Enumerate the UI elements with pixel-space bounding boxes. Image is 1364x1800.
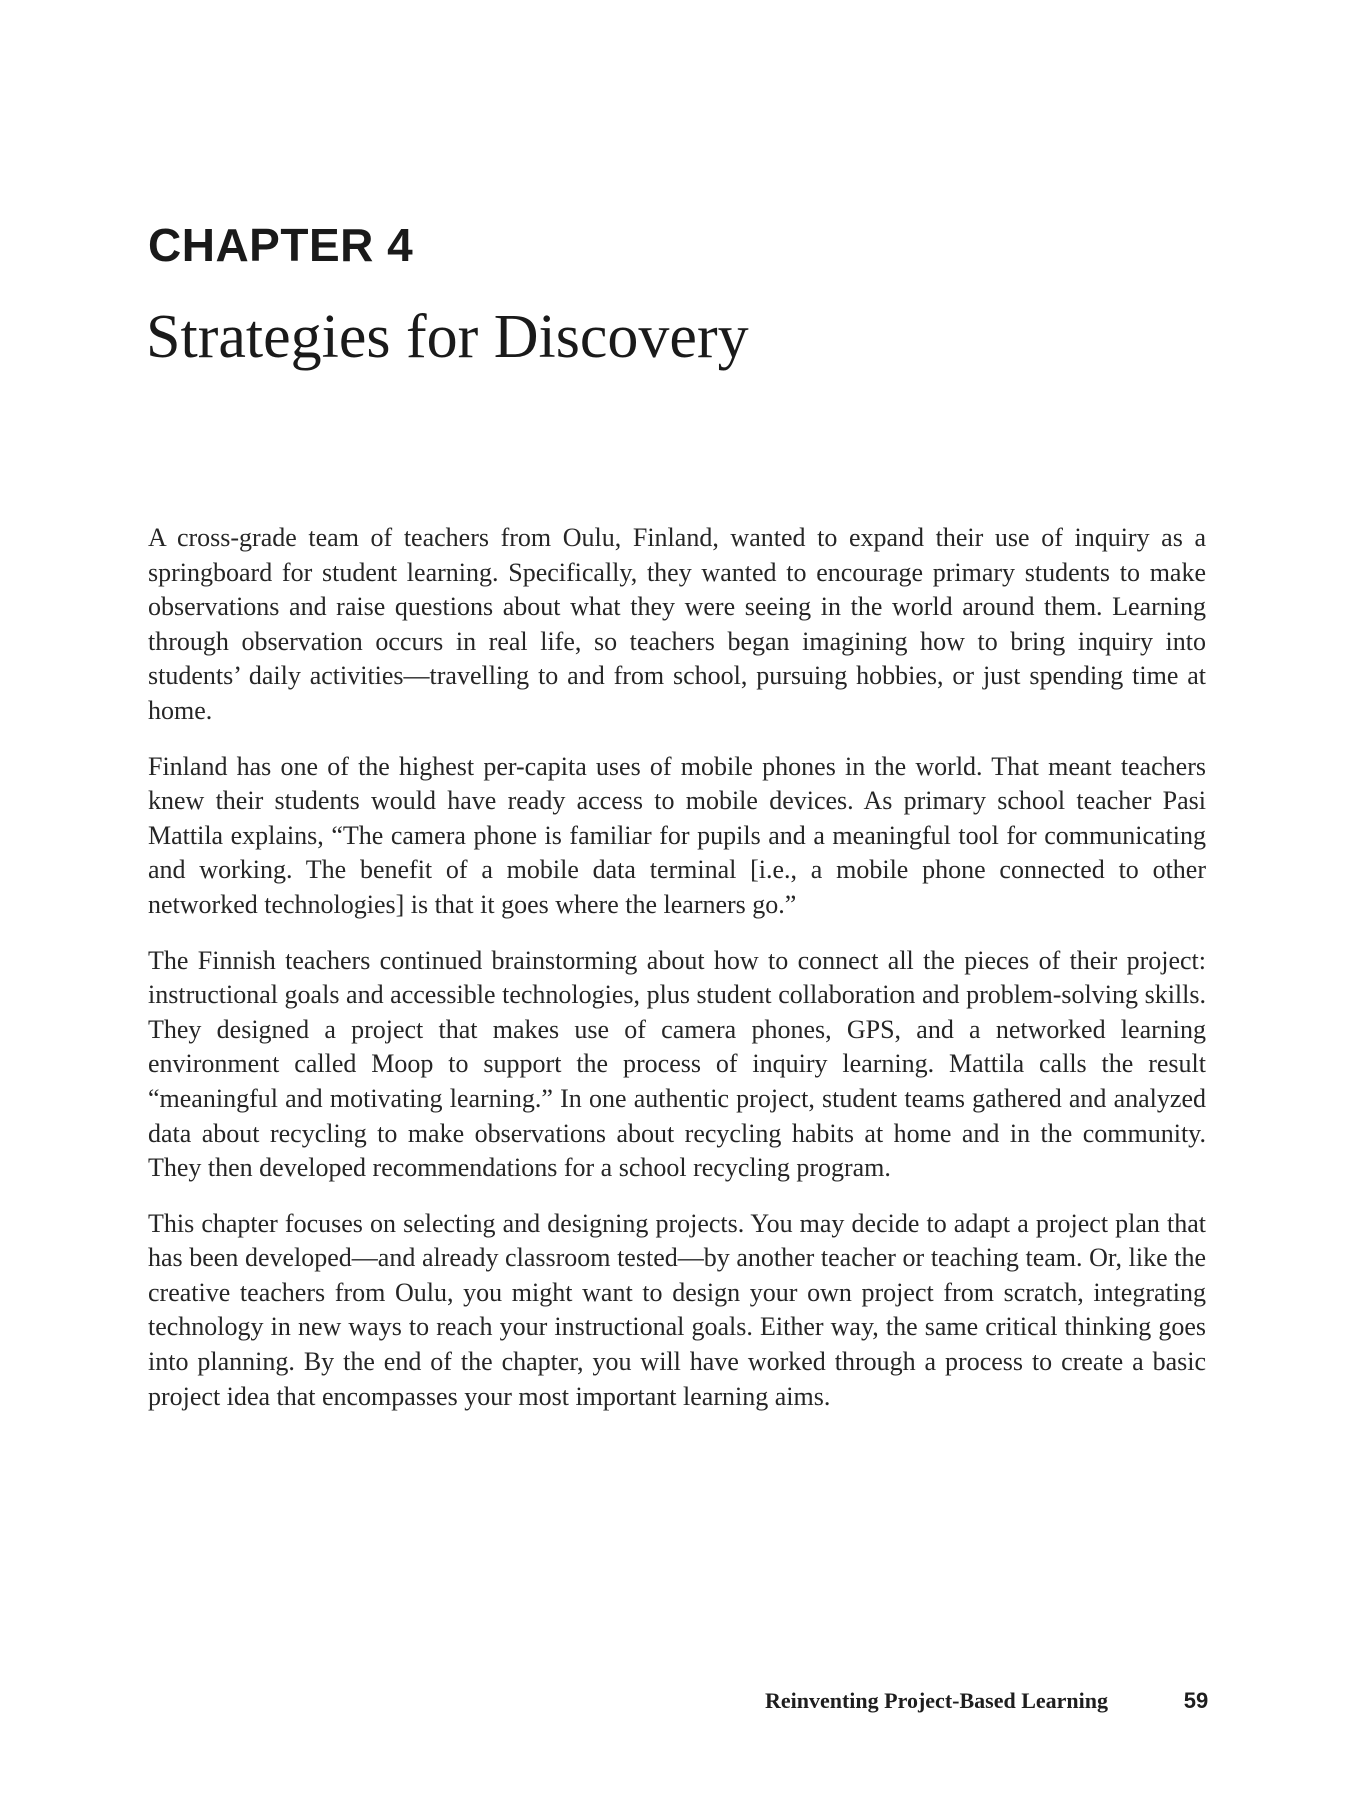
- chapter-label: CHAPTER 4: [148, 219, 414, 271]
- paragraph-2: Finland has one of the highest per-capita uses of mobile phones in the world. That meant teachers knew their students would have ready access to mobile devices. As primary school teacher Pasi Mattila explains, “The camera phone is familiar for pupils and a meaningful tool for communicating and working. The benefit of a mobile data terminal [i.e., a mobile phone connected to other networked technologies] is that it goes where the learners go.”: [148, 751, 1206, 919]
- page-number: 59: [1183, 1688, 1209, 1713]
- paragraph-4: This chapter focuses on selecting and designing projects. You may decide to adapt a project plan that has been developed—and already classroom tested—by another teacher or teaching team. Or, like the creative teachers from Oulu, you might want to design your own project from scratch, integrating technology in new ways to reach your instructional goals. Either way, the same critical thinking goes into planning. By the end of the chapter, you will have worked through a process to create a basic project idea that encompasses your most important learning aims.: [148, 1208, 1206, 1411]
- paragraph-3: The Finnish teachers continued brainstorming about how to connect all the pieces of their project: instructional goals and accessible technologies, plus student collaboration and problem-solving skills. They designed a project that makes use of camera phones, GPS, and a networked learning environment called Moop to support the process of inquiry learning. Mattila calls the result “meaningful and motivating learning.” In one authentic project, student teams gathered and analyzed data about recycling to make observations about recycling habits at home and in the community. They then developed recommendations for a school recycling program.: [148, 945, 1206, 1183]
- running-footer: [0, 1688, 1364, 1722]
- body-text: [148, 521, 1206, 1435]
- paragraph-1: A cross-grade team of teachers from Oulu, Finland, wanted to expand their use of inquiry as a springboard for student learning. Specifically, they wanted to encourage primary students to make observations and raise questions about what they were seeing in the world around them. Learning through observation occurs in real life, so teachers began imagining how to bring inquiry into students’ daily activities—travelling to and from school, pursuing hobbies, or just spending time at home.: [148, 523, 1206, 725]
- footer-book-title: Reinventing Project-Based Learning: [764, 1688, 1108, 1713]
- chapter-title: Strategies for Discovery: [146, 303, 749, 371]
